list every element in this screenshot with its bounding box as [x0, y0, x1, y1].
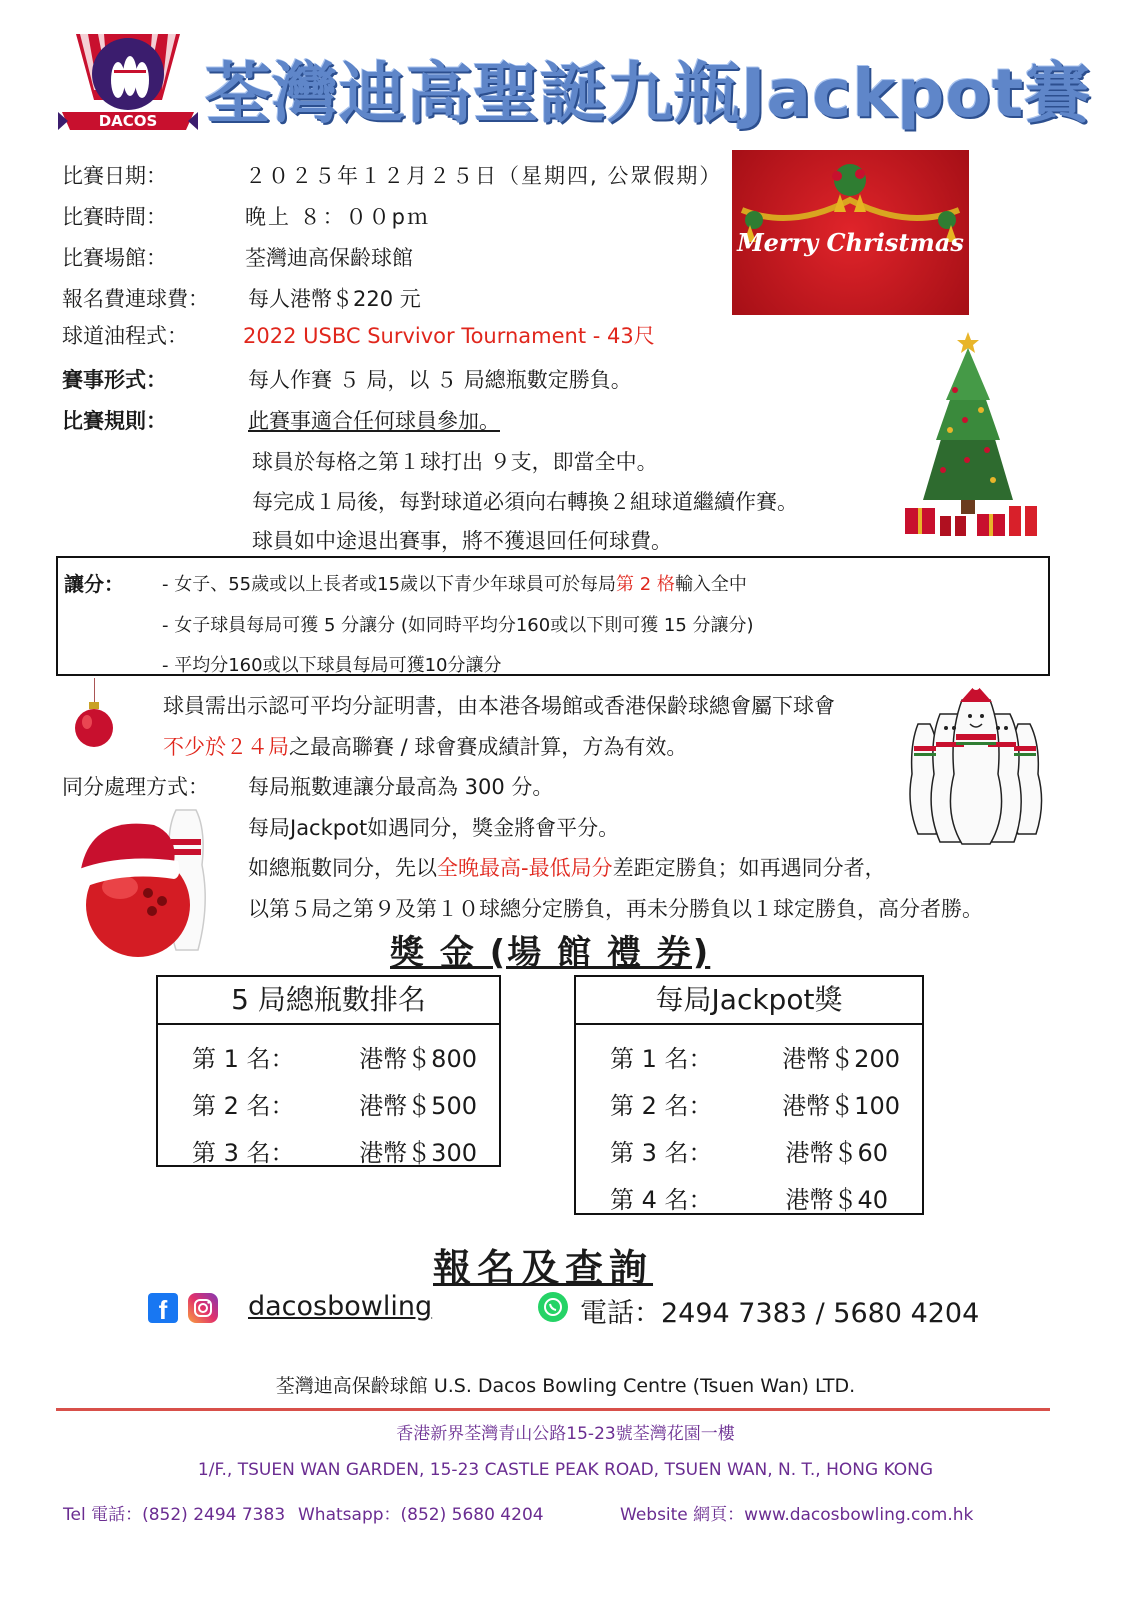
instagram-icon[interactable]	[188, 1293, 218, 1323]
prize-amount: 港幣＄500	[359, 1092, 477, 1120]
logo-text: DACOS	[98, 112, 158, 130]
prize-row	[158, 1029, 499, 1076]
certificate-line-2-post: 之最高聯賽 / 球會賽成績計算，方為有效。	[289, 735, 688, 759]
footer-whatsapp: Whatsapp：(852) 5680 4204	[298, 1505, 544, 1525]
time-value: 晚上 ８：００pｍ	[245, 205, 431, 229]
jackpot-prize-table	[574, 975, 924, 1215]
page-title: 荃灣迪高聖誕九瓶Jackpot賽	[205, 55, 1092, 132]
rule-line-1: 球員於每格之第１球打出 ９支，即當全中。	[252, 450, 658, 474]
date-value: ２０２５年１２月２５日（星期四, 公眾假期）	[245, 164, 723, 188]
handicap-line-1-post: 輸入全中	[674, 574, 747, 595]
prize-rank: 第 1 名：	[192, 1045, 295, 1073]
oil-pattern-label: 球道油程式：	[62, 324, 188, 348]
fee-label: 報名費連球費：	[62, 287, 209, 311]
handicap-line-1	[162, 570, 747, 596]
handicap-line-1-pre: - 女子、55歲或以上長者或15歲以下青少年球員可於每局	[162, 574, 617, 595]
prize-row	[576, 1029, 922, 1076]
prize-rank: 第 2 名：	[192, 1092, 295, 1120]
tie-line-3-post: 差距定勝負；如再遇同分者，	[612, 856, 886, 880]
prize-amount: 港幣＄200	[782, 1045, 900, 1073]
prize-amount: 港幣＄300	[359, 1139, 477, 1167]
santa-bowling-ball-image	[58, 805, 208, 960]
handicap-line-2: - 女子球員每局可獲 5 分讓分 (如同時平均分160或以下則可獲 15 分讓分)	[162, 615, 754, 636]
prize-rank: 第 3 名：	[192, 1139, 295, 1167]
date-label: 比賽日期：	[62, 164, 167, 188]
christmas-ornament-image	[74, 702, 114, 748]
prize-row	[576, 1123, 922, 1170]
contact-title: 報名及查詢	[433, 1246, 654, 1290]
jackpot-heading: 每局Jackpot獎	[576, 977, 922, 1025]
tie-line-3-highlight: 全晚最高-最低局分	[437, 856, 613, 880]
prize-rank: 第 2 名：	[610, 1092, 713, 1120]
tie-line-4: 以第５局之第９及第１０球總分定勝負，再未分勝負以１球定勝負，高分者勝。	[248, 897, 983, 921]
bowling-pins-image	[900, 684, 1050, 846]
footer-address-zh: 香港新界荃灣青山公路15-23號荃灣花園一樓	[396, 1424, 735, 1444]
prize-row	[158, 1076, 499, 1123]
prize-amount: 港幣＄60	[785, 1139, 888, 1167]
prize-rank: 第 4 名：	[610, 1186, 713, 1214]
time-label: 比賽時間：	[62, 205, 167, 229]
handicap-label: 讓分：	[64, 572, 124, 596]
tie-line-3-pre: 如總瓶數同分，先以	[248, 856, 437, 880]
total-pins-prize-table	[156, 975, 501, 1167]
tie-line-3	[248, 852, 886, 882]
footer-company: 荃灣迪高保齡球館 U.S. Dacos Bowling Centre (Tsuen Wan) LTD.	[275, 1375, 856, 1397]
certificate-line-1: 球員需出示認可平均分証明書，由本港各場館或香港保齡球總會屬下球會	[163, 694, 835, 718]
prize-amount: 港幣＄100	[782, 1092, 900, 1120]
prize-amount: 港幣＄800	[359, 1045, 477, 1073]
prize-rank: 第 3 名：	[610, 1139, 713, 1167]
certificate-games-highlight: 不少於２４局	[163, 735, 289, 759]
footer-address-en: 1/F., TSUEN WAN GARDEN, 15-23 CASTLE PEAK ROAD, TSUEN WAN, N. T., HONG KONG	[197, 1460, 934, 1480]
prize-amount: 港幣＄40	[785, 1186, 888, 1214]
social-handle-link[interactable]: dacosbowling	[248, 1291, 433, 1322]
oil-pattern-value: 2022 USBC Survivor Tournament - 43尺	[243, 324, 655, 348]
tie-line-2: 每局Jackpot如遇同分，獎金將會平分。	[248, 816, 620, 840]
contact-phone: 電話：2494 7383 / 5680 4204	[580, 1298, 980, 1329]
handicap-line-1-highlight: 第 2 格	[616, 574, 675, 595]
prize-rank: 第 1 名：	[610, 1045, 713, 1073]
whatsapp-icon[interactable]	[538, 1292, 568, 1322]
footer-website-link[interactable]: Website 網頁：www.dacosbowling.com.hk	[620, 1505, 974, 1525]
merry-christmas-card	[732, 150, 969, 315]
tie-label: 同分處理方式：	[62, 775, 209, 799]
merry-christmas-text: Merry Christmas	[737, 228, 964, 257]
tie-line-1: 每局瓶數連讓分最高為 300 分。	[248, 775, 554, 799]
prize-row	[576, 1076, 922, 1123]
prize-title: 獎 金 (場 館 禮 券)	[390, 933, 711, 973]
rules-intro: 此賽事適合任何球員參加。	[248, 409, 500, 433]
handicap-box	[56, 556, 1050, 676]
handicap-line-3: - 平均分160或以下球員每局可獲10分讓分	[162, 655, 502, 676]
facebook-icon[interactable]: f	[148, 1293, 178, 1323]
footer-divider	[56, 1408, 1050, 1411]
rule-line-3: 球員如中途退出賽事，將不獲退回任何球費。	[252, 529, 672, 553]
christmas-tree-image	[895, 330, 1045, 545]
rule-line-2: 每完成１局後，每對球道必須向右轉換２組球道繼續作賽。	[252, 490, 798, 514]
dacos-logo	[58, 30, 198, 140]
footer-tel: Tel 電話：(852) 2494 7383	[63, 1505, 286, 1525]
format-label: 賽事形式：	[62, 368, 167, 392]
fee-value: 每人港幣＄220 元	[248, 287, 421, 311]
venue-label: 比賽場館：	[62, 246, 167, 270]
prize-row	[576, 1170, 922, 1217]
rules-label: 比賽規則：	[62, 409, 167, 433]
total-pins-heading: 5 局總瓶數排名	[158, 977, 499, 1025]
venue-value: 荃灣迪高保齡球館	[245, 246, 413, 270]
prize-row	[158, 1123, 499, 1170]
certificate-line-2	[163, 731, 687, 761]
format-value: 每人作賽 ５ 局，以 ５ 局總瓶數定勝負。	[248, 368, 632, 392]
